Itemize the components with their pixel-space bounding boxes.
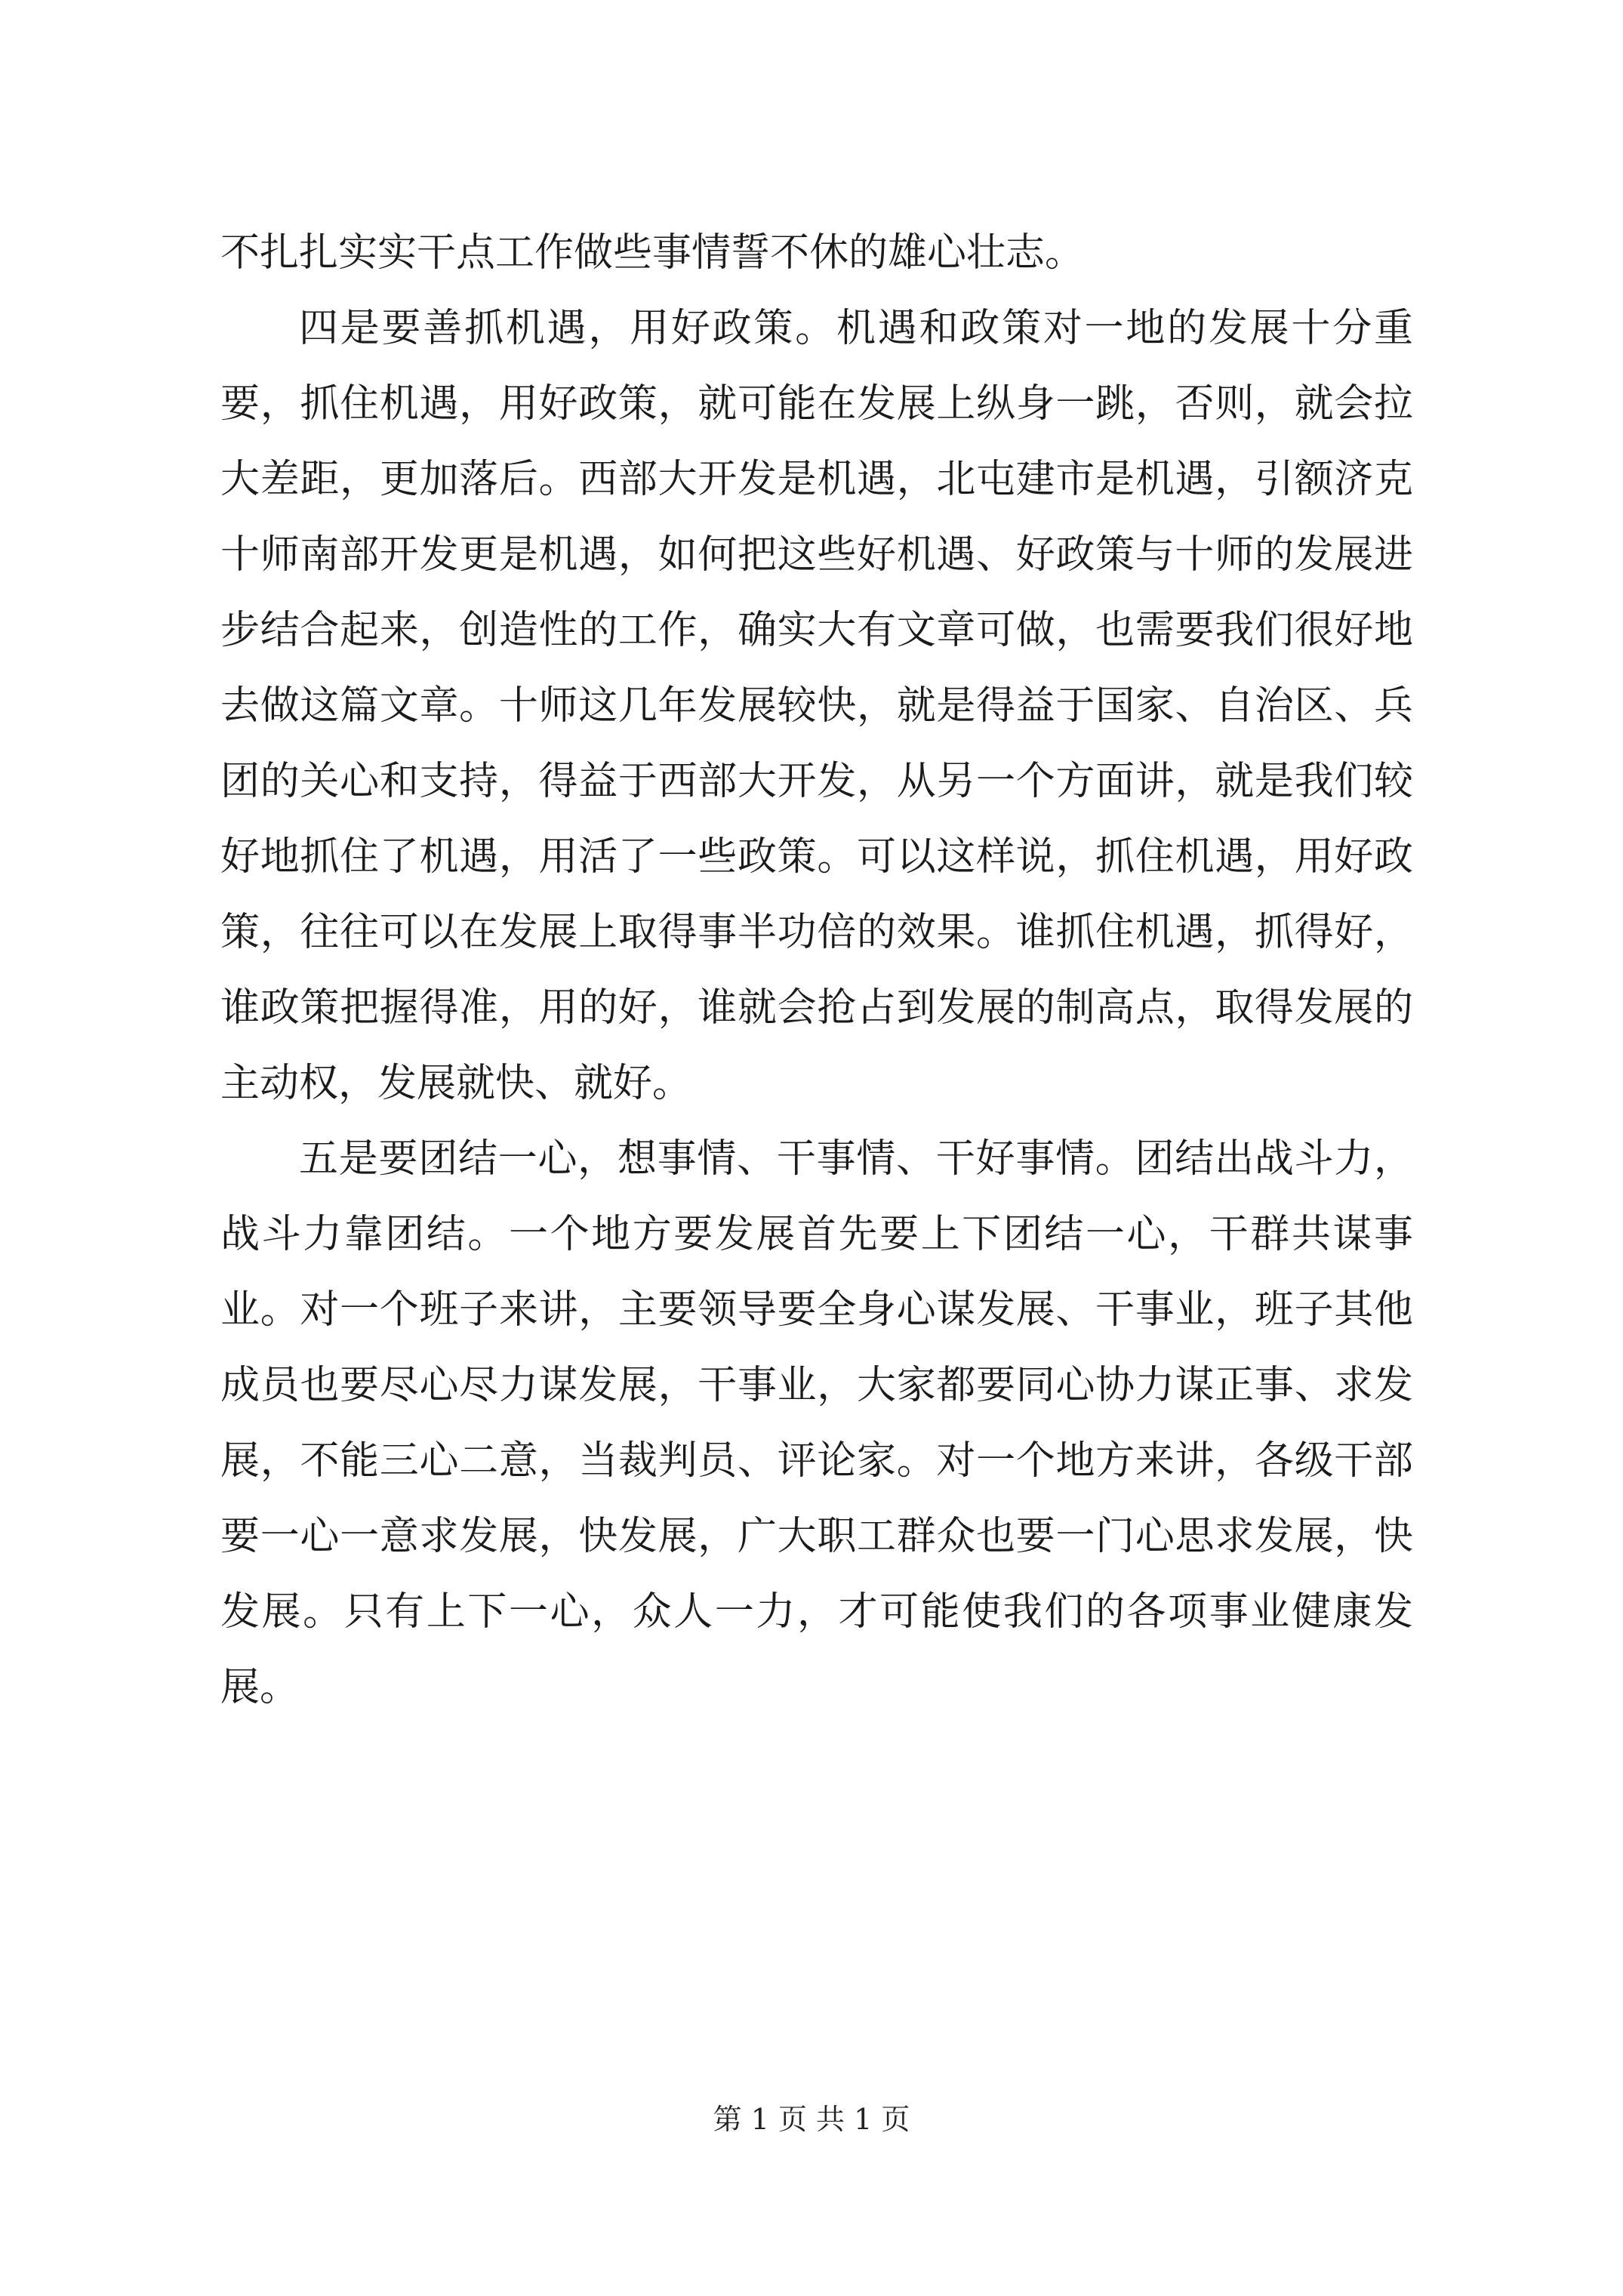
page-footer: 第 1 页 共 1 页 [713, 2103, 910, 2136]
paragraph-point-five: 五是要团结一心，想事情、干事情、干好事情。团结出战斗力，战斗力靠团结。一个地方要发展首先要上下团结一心，干群共谋事业。对一个班子来讲，主要领导要全身心谋发展、干事业，班子其他成员也要尽心尽力谋发展，干事业，大家都要同心协力谋正事、求发展，不能三心二意，当裁判员、评论家。对一个地方来讲，各级干部要一心一意求发展，快发展，广大职工群众也要一门心思求发展，快发展。只有上下一心，众人一力，才可能使我们的各项事业健康发展。 [220, 1136, 1413, 1710]
document-body [220, 215, 1413, 1725]
paragraph-point-four: 四是要善抓机遇，用好政策。机遇和政策对一地的发展十分重要，抓住机遇，用好政策，就可能在发展上纵身一跳，否则，就会拉大差距，更加落后。西部大开发是机遇，北屯建市是机遇，引额济克十师南部开发更是机遇，如何把这些好机遇、好政策与十师的发展进步结合起来，创造性的工作，确实大有文章可做，也需要我们很好地去做这篇文章。十师这几年发展较快，就是得益于国家、自治区、兵团的关心和支持，得益于西部大开发，从另一个方面讲，就是我们较好地抓住了机遇，用活了一些政策。可以这样说，抓住机遇，用好政策，往往可以在发展上取得事半功倍的效果。谁抓住机遇，抓得好，谁政策把握得准，用的好，谁就会抢占到发展的制高点，取得发展的主动权，发展就快、就好。 [220, 306, 1413, 1106]
paragraph-continuation: 不扎扎实实干点工作做些事情誓不休的雄心壮志。 [220, 230, 1085, 276]
